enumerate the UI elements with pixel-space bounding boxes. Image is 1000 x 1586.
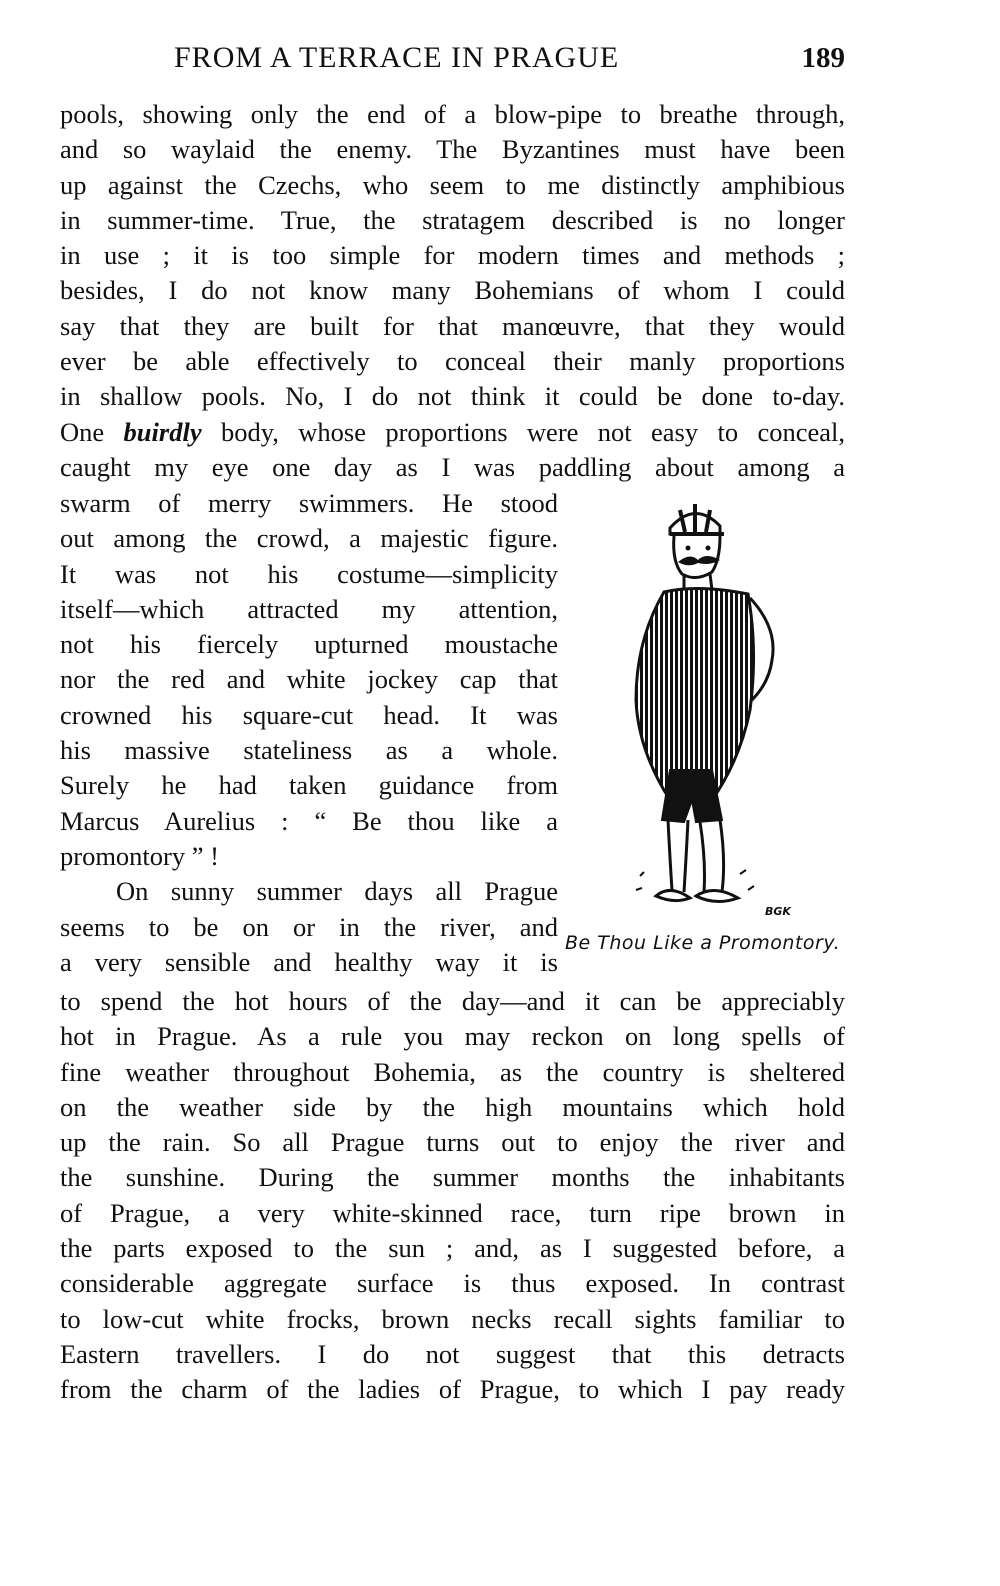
paragraph-top bbox=[60, 97, 845, 485]
text-line: Marcus Aurelius : “ Be thou like a bbox=[60, 805, 558, 836]
text-line: crowned his square-cut head. It was bbox=[60, 699, 558, 730]
text-line: up against the Czechs, who seem to me distinctly amphibious bbox=[60, 169, 845, 200]
text-line: in summer-time. True, the stratagem described is no longer bbox=[60, 204, 845, 235]
text-line: not his fiercely upturned moustache bbox=[60, 629, 558, 660]
figure-caption: Be Thou Like a Promontory. bbox=[565, 932, 841, 954]
running-title: FROM A TERRACE IN PRAGUE bbox=[174, 41, 620, 74]
text-line-mixed bbox=[60, 415, 845, 450]
page-number: 189 bbox=[801, 42, 845, 74]
text-line: in shallow pools. No, I do not think it could be done to-day. bbox=[60, 381, 845, 412]
text-line: Eastern travellers. I do not suggest that this detracts bbox=[60, 1338, 845, 1369]
text-line: say that they are built for that manœuvre, that they would bbox=[60, 310, 845, 341]
text-line: considerable aggregate surface is thus exposed. In contrast bbox=[60, 1268, 845, 1299]
text-line: It was not his costume—simplicity bbox=[60, 558, 558, 589]
text-line: Surely he had taken guidance from bbox=[60, 770, 558, 801]
text-line: of Prague, a very white-skinned race, turn ripe brown in bbox=[60, 1197, 845, 1228]
text-line: pools, showing only the end of a blow-pipe to breathe through, bbox=[60, 99, 845, 129]
text-line: On sunny summer days all Prague bbox=[116, 876, 558, 907]
text-line: out among the crowd, a majestic figure. bbox=[60, 523, 558, 554]
running-header bbox=[60, 38, 845, 78]
text-line: from the charm of the ladies of Prague, to which I pay ready bbox=[60, 1374, 845, 1405]
text-line: on the weather side by the high mountains which hold bbox=[60, 1091, 845, 1122]
text-line: to spend the hot hours of the day—and it can be appreciably bbox=[60, 986, 845, 1016]
text-line: swarm of merry swimmers. He stood bbox=[60, 488, 558, 518]
artist-signature: BGK bbox=[765, 905, 791, 918]
text-line: itself—which attracted my attention, bbox=[60, 593, 558, 624]
swimmer-drawing bbox=[600, 500, 850, 920]
text-line: promontory ” ! bbox=[60, 840, 219, 871]
swimmer-illustration bbox=[600, 500, 850, 970]
line-prefix: One bbox=[60, 416, 105, 447]
text-line: besides, I do not know many Bohemians of whom I could bbox=[60, 275, 845, 306]
text-line: the sunshine. During the summer months the inhabitants bbox=[60, 1162, 845, 1193]
text-line: ever be able effectively to conceal their manly proportions bbox=[60, 346, 845, 377]
paragraph-wrap bbox=[60, 486, 558, 980]
text-line: to low-cut white frocks, brown necks recall sights familiar to bbox=[60, 1303, 845, 1334]
text-line: up the rain. So all Prague turns out to enjoy the river and bbox=[60, 1127, 845, 1158]
text-line: and so waylaid the enemy. The Byzantines must have been bbox=[60, 134, 845, 165]
text-line: nor the red and white jockey cap that bbox=[60, 664, 558, 695]
line-rest: body, whose proportions were not easy to conceal, bbox=[220, 416, 845, 447]
text-line: fine weather throughout Bohemia, as the country is sheltered bbox=[60, 1056, 845, 1087]
text-line: the parts exposed to the sun ; and, as I suggested before, a bbox=[60, 1233, 845, 1264]
text-line: his massive stateliness as a whole. bbox=[60, 735, 558, 766]
paragraph-bottom bbox=[60, 984, 845, 1408]
text-line: a very sensible and healthy way it is bbox=[60, 946, 558, 977]
text-line: caught my eye one day as I was paddling about among a bbox=[60, 451, 845, 482]
italic-word: buirdly bbox=[123, 416, 202, 447]
text-line: hot in Prague. As a rule you may reckon on long spells of bbox=[60, 1021, 845, 1052]
text-line: in use ; it is too simple for modern times and methods ; bbox=[60, 240, 845, 271]
text-line: seems to be on or in the river, and bbox=[60, 911, 558, 942]
